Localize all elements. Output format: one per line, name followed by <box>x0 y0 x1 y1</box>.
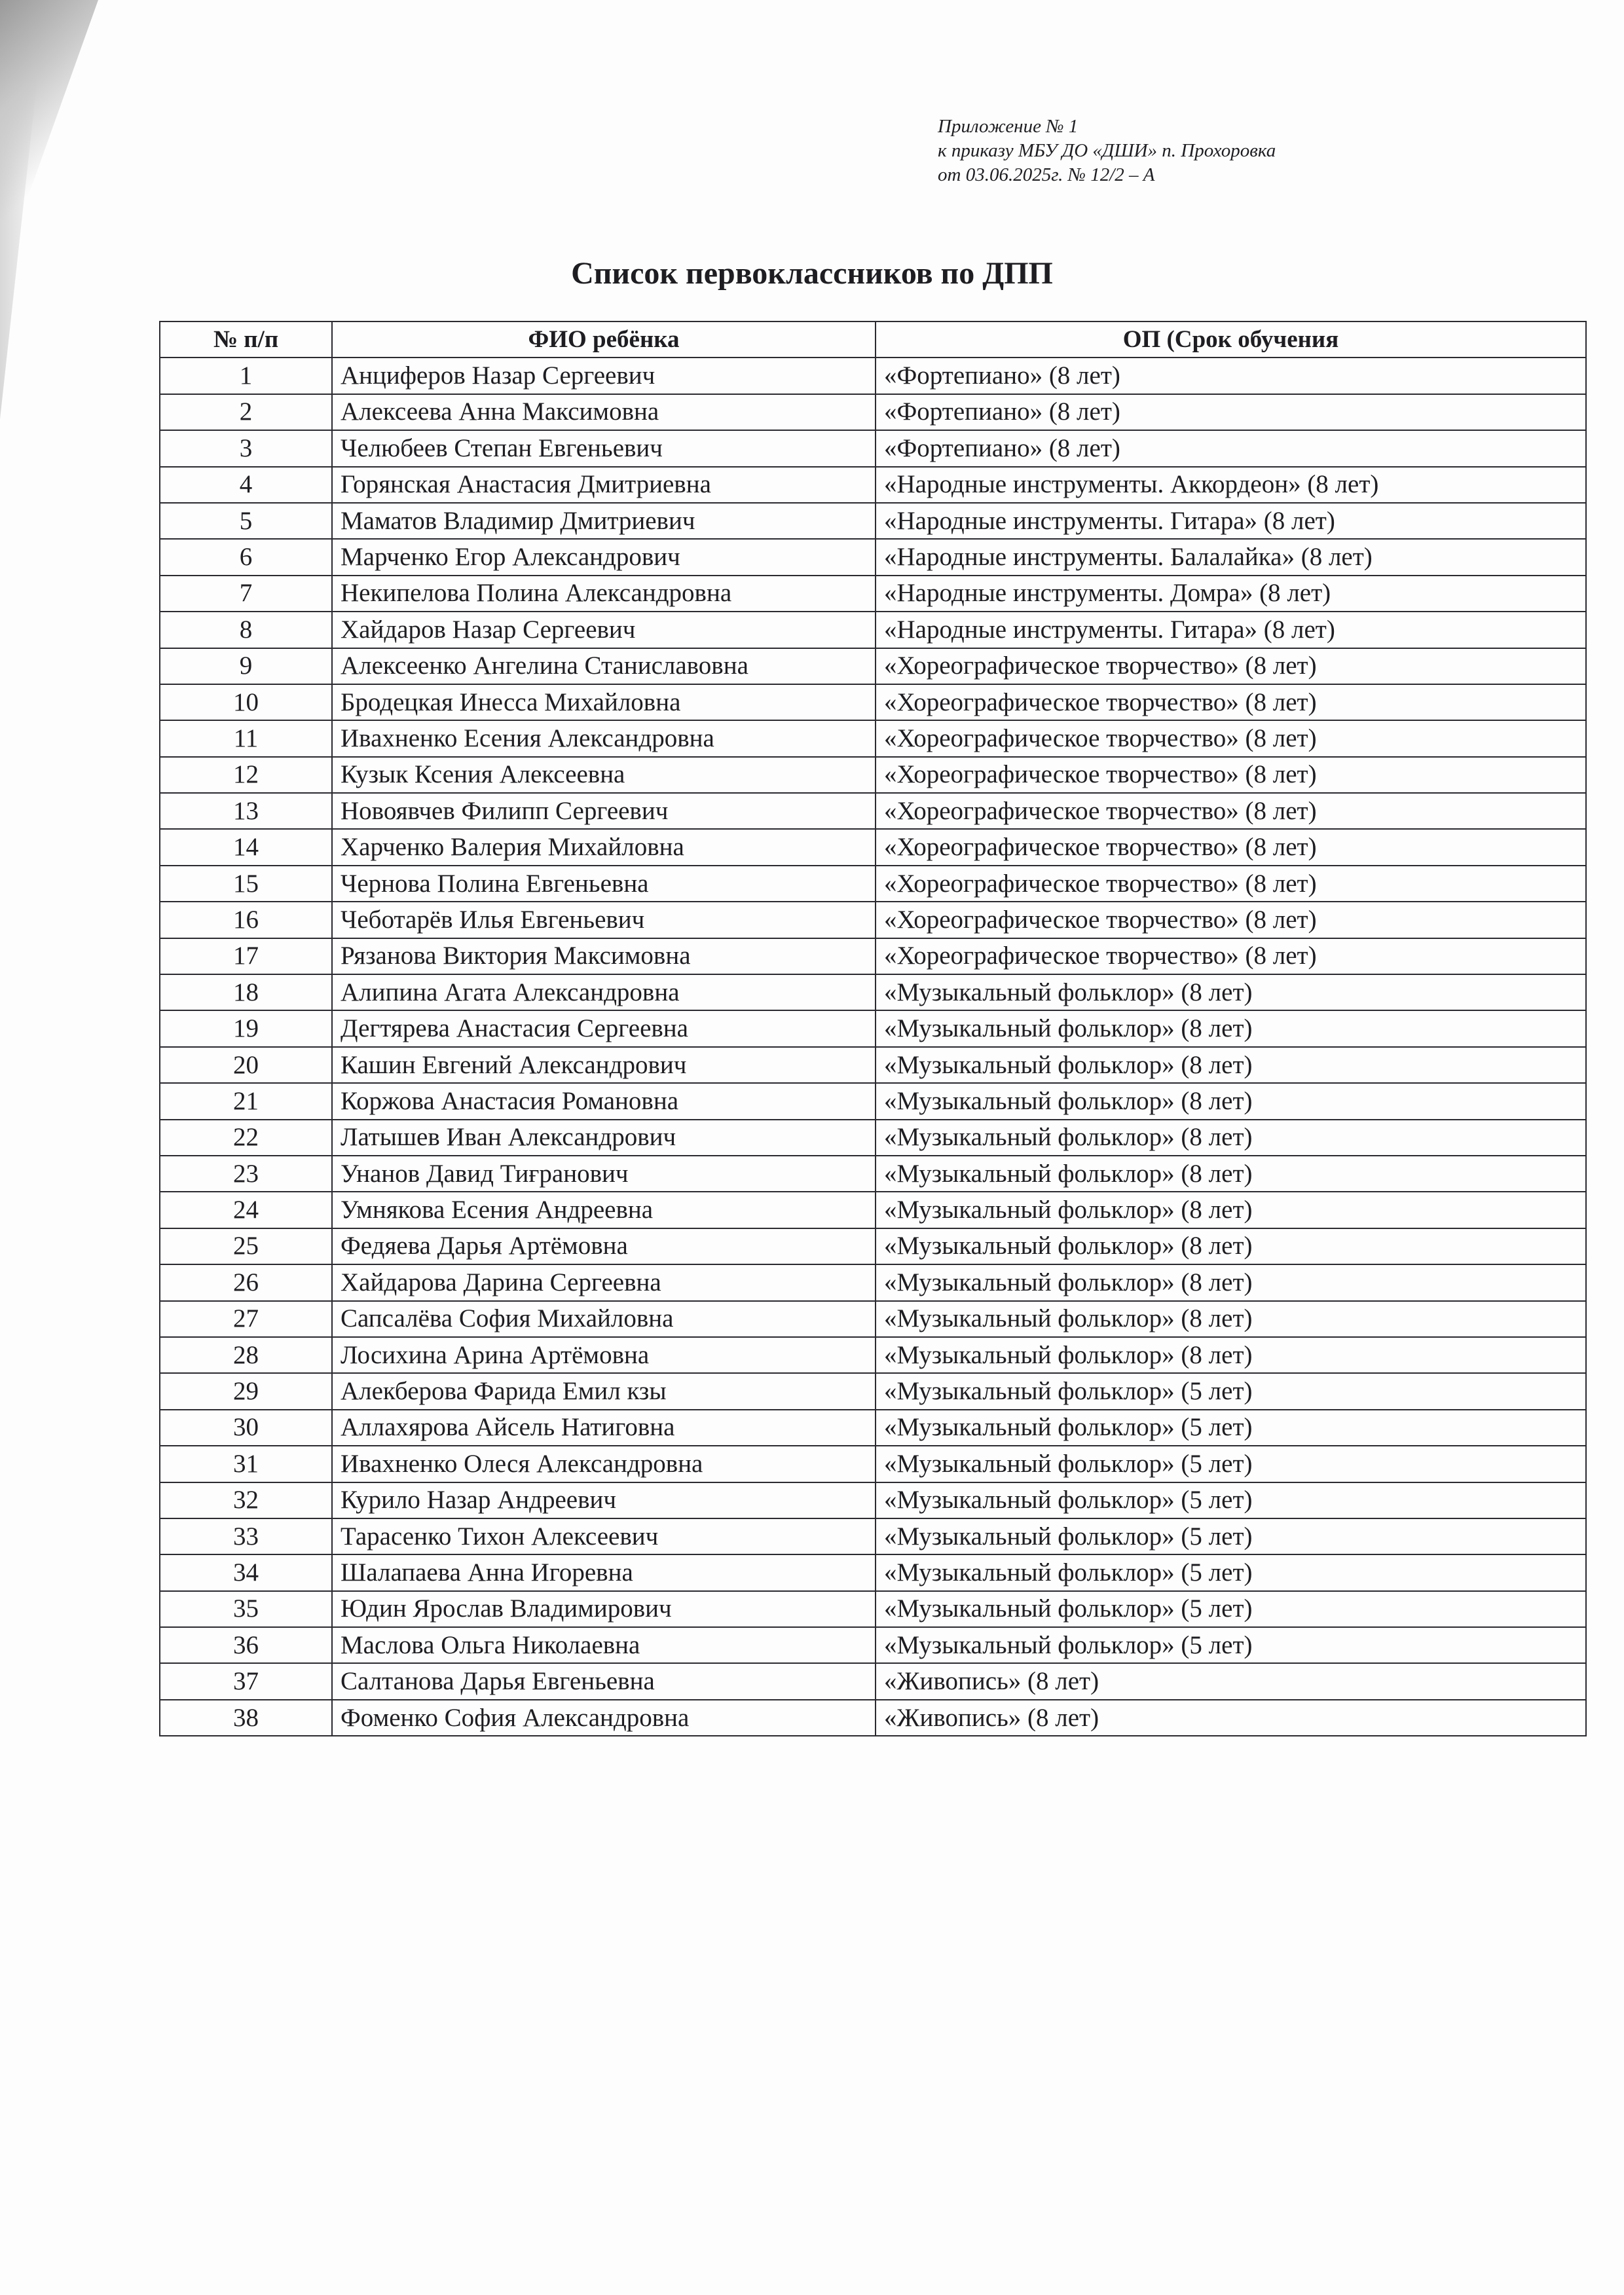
program-cell: «Музыкальный фольклор» (8 лет) <box>876 1192 1586 1228</box>
child-name-cell: Коржова Анастасия Романовна <box>332 1083 876 1119</box>
row-number-cell: 15 <box>160 866 332 902</box>
appendix-line: к приказу МБУ ДО «ДШИ» п. Прохоровка <box>938 140 1276 161</box>
students-table <box>159 321 1587 1736</box>
program-cell: «Хореографическое творчество» (8 лет) <box>876 938 1586 974</box>
program-cell: «Музыкальный фольклор» (8 лет) <box>876 1156 1586 1192</box>
row-number-cell: 22 <box>160 1120 332 1156</box>
program-cell: «Народные инструменты. Аккордеон» (8 лет) <box>876 467 1586 503</box>
program-cell: «Хореографическое творчество» (8 лет) <box>876 757 1586 793</box>
row-number-cell: 30 <box>160 1410 332 1446</box>
row-number-cell: 17 <box>160 938 332 974</box>
row-number-cell: 16 <box>160 902 332 938</box>
column-header-name: ФИО ребёнка <box>332 321 876 358</box>
row-number-cell: 18 <box>160 974 332 1010</box>
program-cell: «Хореографическое творчество» (8 лет) <box>876 720 1586 756</box>
row-number-cell: 19 <box>160 1010 332 1046</box>
program-cell: «Музыкальный фольклор» (8 лет) <box>876 1010 1586 1046</box>
table-row <box>160 539 1586 575</box>
row-number-cell: 7 <box>160 576 332 612</box>
table-row <box>160 358 1586 394</box>
row-number-cell: 27 <box>160 1301 332 1337</box>
table-row <box>160 1192 1586 1228</box>
child-name-cell: Лосихина Арина Артёмовна <box>332 1337 876 1373</box>
column-header-program: ОП (Срок обучения <box>876 321 1586 358</box>
table-row <box>160 720 1586 756</box>
row-number-cell: 5 <box>160 503 332 539</box>
child-name-cell: Кашин Евгений Александрович <box>332 1047 876 1083</box>
child-name-cell: Харченко Валерия Михайловна <box>332 829 876 865</box>
program-cell: «Хореографическое творчество» (8 лет) <box>876 648 1586 684</box>
child-name-cell: Унанов Давид Тиғранович <box>332 1156 876 1192</box>
child-name-cell: Маматов Владимир Дмитриевич <box>332 503 876 539</box>
program-cell: «Музыкальный фольклор» (5 лет) <box>876 1446 1586 1482</box>
program-cell: «Народные инструменты. Гитара» (8 лет) <box>876 503 1586 539</box>
row-number-cell: 3 <box>160 430 332 466</box>
table-row <box>160 1264 1586 1300</box>
child-name-cell: Аллахярова Айсель Натиговна <box>332 1410 876 1446</box>
table-row <box>160 1627 1586 1663</box>
program-cell: «Фортепиано» (8 лет) <box>876 394 1586 430</box>
row-number-cell: 32 <box>160 1482 332 1518</box>
child-name-cell: Дегтярева Анастасия Сергеевна <box>332 1010 876 1046</box>
table-row <box>160 793 1586 829</box>
row-number-cell: 25 <box>160 1228 332 1264</box>
table-row <box>160 1083 1586 1119</box>
row-number-cell: 11 <box>160 720 332 756</box>
child-name-cell: Хайдарова Дарина Сергеевна <box>332 1264 876 1300</box>
table-row <box>160 1518 1586 1554</box>
child-name-cell: Маслова Ольга Николаевна <box>332 1627 876 1663</box>
child-name-cell: Чернова Полина Евгеньевна <box>332 866 876 902</box>
table-row <box>160 467 1586 503</box>
row-number-cell: 34 <box>160 1554 332 1590</box>
table-row <box>160 684 1586 720</box>
table-row <box>160 394 1586 430</box>
table-row <box>160 1337 1586 1373</box>
row-number-cell: 13 <box>160 793 332 829</box>
row-number-cell: 9 <box>160 648 332 684</box>
table-row <box>160 430 1586 466</box>
table-row <box>160 1373 1586 1409</box>
row-number-cell: 36 <box>160 1627 332 1663</box>
program-cell: «Музыкальный фольклор» (8 лет) <box>876 1264 1586 1300</box>
row-number-cell: 20 <box>160 1047 332 1083</box>
table-row <box>160 1700 1586 1736</box>
table-row <box>160 1010 1586 1046</box>
child-name-cell: Новоявчев Филипп Сергеевич <box>332 793 876 829</box>
child-name-cell: Ивахненко Олеся Александровна <box>332 1446 876 1482</box>
row-number-cell: 23 <box>160 1156 332 1192</box>
appendix-line: от 03.06.2025г. № 12/2 – А <box>938 164 1155 185</box>
table-row <box>160 1156 1586 1192</box>
table-row <box>160 866 1586 902</box>
row-number-cell: 6 <box>160 539 332 575</box>
row-number-cell: 24 <box>160 1192 332 1228</box>
scan-corner-shadow <box>0 0 98 275</box>
program-cell: «Народные инструменты. Балалайка» (8 лет) <box>876 539 1586 575</box>
program-cell: «Музыкальный фольклор» (8 лет) <box>876 1301 1586 1337</box>
program-cell: «Фортепиано» (8 лет) <box>876 358 1586 394</box>
row-number-cell: 2 <box>160 394 332 430</box>
program-cell: «Хореографическое творчество» (8 лет) <box>876 866 1586 902</box>
child-name-cell: Анциферов Назар Сергеевич <box>332 358 876 394</box>
program-cell: «Хореографическое творчество» (8 лет) <box>876 793 1586 829</box>
table-row <box>160 1047 1586 1083</box>
table-row <box>160 1554 1586 1590</box>
table-row <box>160 648 1586 684</box>
child-name-cell: Фоменко София Александровна <box>332 1700 876 1736</box>
program-cell: «Музыкальный фольклор» (8 лет) <box>876 1337 1586 1373</box>
row-number-cell: 31 <box>160 1446 332 1482</box>
program-cell: «Народные инструменты. Домра» (8 лет) <box>876 576 1586 612</box>
appendix-note <box>938 115 1276 187</box>
child-name-cell: Федяева Дарья Артёмовна <box>332 1228 876 1264</box>
table-row <box>160 938 1586 974</box>
row-number-cell: 33 <box>160 1518 332 1554</box>
column-header-number: № п/п <box>160 321 332 358</box>
row-number-cell: 37 <box>160 1663 332 1699</box>
document-title: Список первоклассников по ДПП <box>571 256 1053 291</box>
table-row <box>160 1663 1586 1699</box>
table-row <box>160 1228 1586 1264</box>
table-row <box>160 576 1586 612</box>
program-cell: «Музыкальный фольклор» (8 лет) <box>876 1228 1586 1264</box>
row-number-cell: 1 <box>160 358 332 394</box>
row-number-cell: 29 <box>160 1373 332 1409</box>
table-row <box>160 1120 1586 1156</box>
row-number-cell: 14 <box>160 829 332 865</box>
child-name-cell: Алипина Агата Александровна <box>332 974 876 1010</box>
child-name-cell: Тарасенко Тихон Алексеевич <box>332 1518 876 1554</box>
program-cell: «Фортепиано» (8 лет) <box>876 430 1586 466</box>
row-number-cell: 12 <box>160 757 332 793</box>
program-cell: «Народные инструменты. Гитара» (8 лет) <box>876 612 1586 648</box>
child-name-cell: Рязанова Виктория Максимовна <box>332 938 876 974</box>
table-row <box>160 1301 1586 1337</box>
child-name-cell: Хайдаров Назар Сергеевич <box>332 612 876 648</box>
program-cell: «Музыкальный фольклор» (5 лет) <box>876 1410 1586 1446</box>
program-cell: «Музыкальный фольклор» (8 лет) <box>876 1083 1586 1119</box>
table-row <box>160 1410 1586 1446</box>
table-row <box>160 829 1586 865</box>
program-cell: «Музыкальный фольклор» (5 лет) <box>876 1373 1586 1409</box>
program-cell: «Музыкальный фольклор» (8 лет) <box>876 1120 1586 1156</box>
row-number-cell: 26 <box>160 1264 332 1300</box>
appendix-line: Приложение № 1 <box>938 116 1079 137</box>
program-cell: «Живопись» (8 лет) <box>876 1663 1586 1699</box>
child-name-cell: Алексеева Анна Максимовна <box>332 394 876 430</box>
child-name-cell: Латышев Иван Александрович <box>332 1120 876 1156</box>
program-cell: «Хореографическое творчество» (8 лет) <box>876 902 1586 938</box>
program-cell: «Музыкальный фольклор» (5 лет) <box>876 1518 1586 1554</box>
table-row <box>160 1446 1586 1482</box>
table-row <box>160 974 1586 1010</box>
table-row <box>160 757 1586 793</box>
child-name-cell: Бродецкая Инесса Михайловна <box>332 684 876 720</box>
program-cell: «Музыкальный фольклор» (8 лет) <box>876 1047 1586 1083</box>
program-cell: «Хореографическое творчество» (8 лет) <box>876 829 1586 865</box>
program-cell: «Живопись» (8 лет) <box>876 1700 1586 1736</box>
program-cell: «Музыкальный фольклор» (8 лет) <box>876 974 1586 1010</box>
table-body <box>160 358 1586 1736</box>
row-number-cell: 21 <box>160 1083 332 1119</box>
child-name-cell: Алексеенко Ангелина Станиславовна <box>332 648 876 684</box>
table-row <box>160 1482 1586 1518</box>
child-name-cell: Чеботарёв Илья Евгеньевич <box>332 902 876 938</box>
child-name-cell: Шалапаева Анна Игоревна <box>332 1554 876 1590</box>
child-name-cell: Некипелова Полина Александровна <box>332 576 876 612</box>
child-name-cell: Челюбеев Степан Евгеньевич <box>332 430 876 466</box>
program-cell: «Музыкальный фольклор» (5 лет) <box>876 1591 1586 1627</box>
child-name-cell: Юдин Ярослав Владимирович <box>332 1591 876 1627</box>
program-cell: «Музыкальный фольклор» (5 лет) <box>876 1554 1586 1590</box>
row-number-cell: 35 <box>160 1591 332 1627</box>
table-row <box>160 1591 1586 1627</box>
child-name-cell: Ивахненко Есения Александровна <box>332 720 876 756</box>
row-number-cell: 4 <box>160 467 332 503</box>
child-name-cell: Горянская Анастасия Дмитриевна <box>332 467 876 503</box>
row-number-cell: 38 <box>160 1700 332 1736</box>
row-number-cell: 10 <box>160 684 332 720</box>
row-number-cell: 8 <box>160 612 332 648</box>
program-cell: «Хореографическое творчество» (8 лет) <box>876 684 1586 720</box>
table-row <box>160 612 1586 648</box>
child-name-cell: Алекберова Фарида Емил кзы <box>332 1373 876 1409</box>
table-row <box>160 902 1586 938</box>
child-name-cell: Курило Назар Андреевич <box>332 1482 876 1518</box>
child-name-cell: Умнякова Есения Андреевна <box>332 1192 876 1228</box>
child-name-cell: Кузык Ксения Алексеевна <box>332 757 876 793</box>
program-cell: «Музыкальный фольклор» (5 лет) <box>876 1482 1586 1518</box>
program-cell: «Музыкальный фольклор» (5 лет) <box>876 1627 1586 1663</box>
row-number-cell: 28 <box>160 1337 332 1373</box>
table-row <box>160 503 1586 539</box>
table-header-row <box>160 321 1586 358</box>
child-name-cell: Сапсалёва София Михайловна <box>332 1301 876 1337</box>
child-name-cell: Салтанова Дарья Евгеньевна <box>332 1663 876 1699</box>
child-name-cell: Марченко Егор Александрович <box>332 539 876 575</box>
